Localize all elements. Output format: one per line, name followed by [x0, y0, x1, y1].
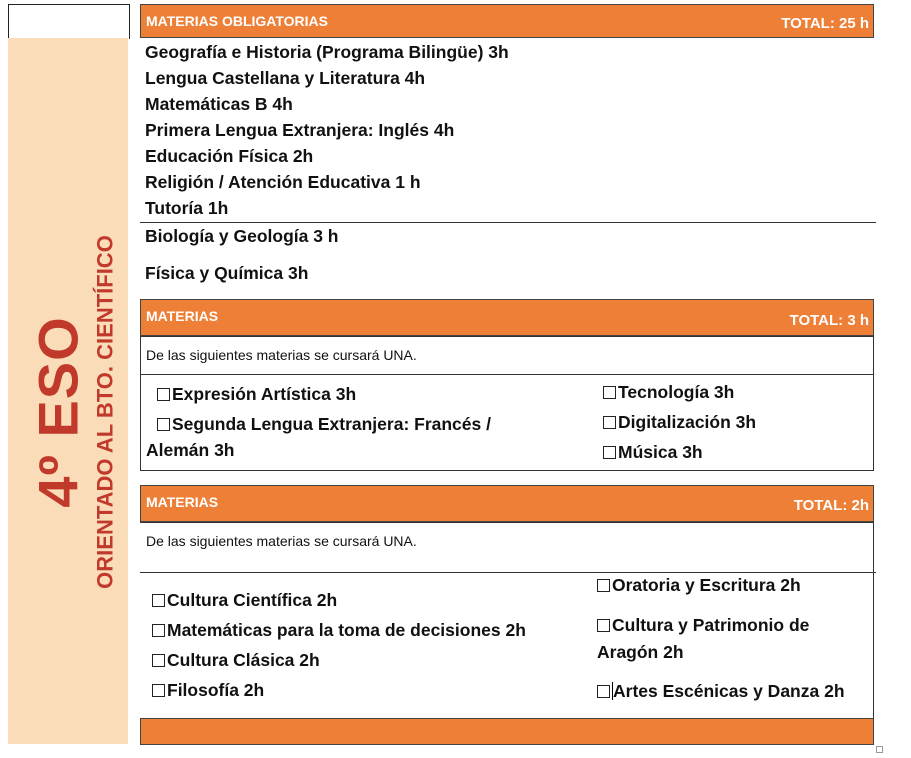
elective-title-1: MATERIAS [146, 308, 219, 324]
option-item[interactable]: Tecnología 3h [603, 382, 734, 403]
grade-label: 4º ESO [26, 316, 90, 508]
divider [140, 222, 876, 223]
track-label: ORIENTADO AL BTO. CIENTÍFICO [92, 235, 118, 589]
option-item[interactable]: Oratoria y Escritura 2h [597, 575, 801, 596]
option-item-continued: Alemán 3h [146, 440, 235, 460]
checkbox[interactable] [152, 624, 165, 637]
side-label [26, 235, 119, 589]
divider [140, 572, 876, 573]
subject-item: Biología y Geología 3 h [145, 226, 339, 246]
subject-item: Lengua Castellana y Literatura 4h [145, 68, 426, 88]
subject-item: Física y Química 3h [145, 263, 309, 283]
checkbox[interactable] [603, 446, 616, 459]
footer-bar [140, 718, 874, 745]
subject-item: Tutoría 1h [145, 198, 229, 218]
option-item[interactable]: Segunda Lengua Extranjera: Francés / [157, 414, 491, 435]
checkbox[interactable] [597, 685, 610, 698]
compulsory-title: MATERIAS OBLIGATORIAS [146, 13, 328, 29]
checkbox[interactable] [157, 418, 170, 431]
elective-total-1: TOTAL: 3 h [789, 312, 869, 329]
checkbox[interactable] [603, 416, 616, 429]
option-item[interactable]: Cultura Científica 2h [152, 590, 337, 611]
compulsory-total: TOTAL: 25 h [781, 15, 869, 32]
checkbox[interactable] [152, 684, 165, 697]
subject-item: Religión / Atención Educativa 1 h [145, 172, 421, 192]
elective-title-2: MATERIAS [146, 494, 219, 510]
compulsory-header [140, 4, 874, 38]
option-item[interactable]: Digitalización 3h [603, 412, 756, 433]
checkbox[interactable] [597, 579, 610, 592]
elective-header-2 [140, 485, 874, 522]
side-panel [8, 38, 128, 744]
checkbox[interactable] [152, 594, 165, 607]
option-item-continued: Aragón 2h [597, 642, 684, 662]
option-item[interactable]: Cultura Clásica 2h [152, 650, 320, 671]
resize-handle[interactable] [876, 746, 883, 753]
checkbox[interactable] [157, 388, 170, 401]
option-item[interactable]: Expresión Artística 3h [157, 384, 356, 405]
subject-item: Educación Física 2h [145, 146, 314, 166]
option-item[interactable]: Artes Escénicas y Danza 2h [597, 681, 845, 702]
subject-item: Matemáticas B 4h [145, 94, 293, 114]
checkbox[interactable] [152, 654, 165, 667]
subject-item: Primera Lengua Extranjera: Inglés 4h [145, 120, 455, 140]
option-item[interactable]: Música 3h [603, 442, 703, 463]
option-item[interactable]: Cultura y Patrimonio de [597, 615, 809, 636]
side-header-cell [8, 4, 130, 39]
checkbox[interactable] [597, 619, 610, 632]
elective-note-2: De las siguientes materias se cursará UNA. [146, 533, 417, 549]
elective-header-1 [140, 299, 874, 336]
divider [140, 374, 874, 375]
elective-note-1: De las siguientes materias se cursará UNA. [146, 347, 417, 363]
checkbox[interactable] [603, 386, 616, 399]
option-item[interactable]: Matemáticas para la toma de decisiones 2h [152, 620, 526, 641]
elective-total-2: TOTAL: 2h [793, 497, 869, 514]
option-item[interactable]: Filosofía 2h [152, 680, 264, 701]
subject-item: Geografía e Historia (Programa Bilingüe) 3h [145, 42, 509, 62]
